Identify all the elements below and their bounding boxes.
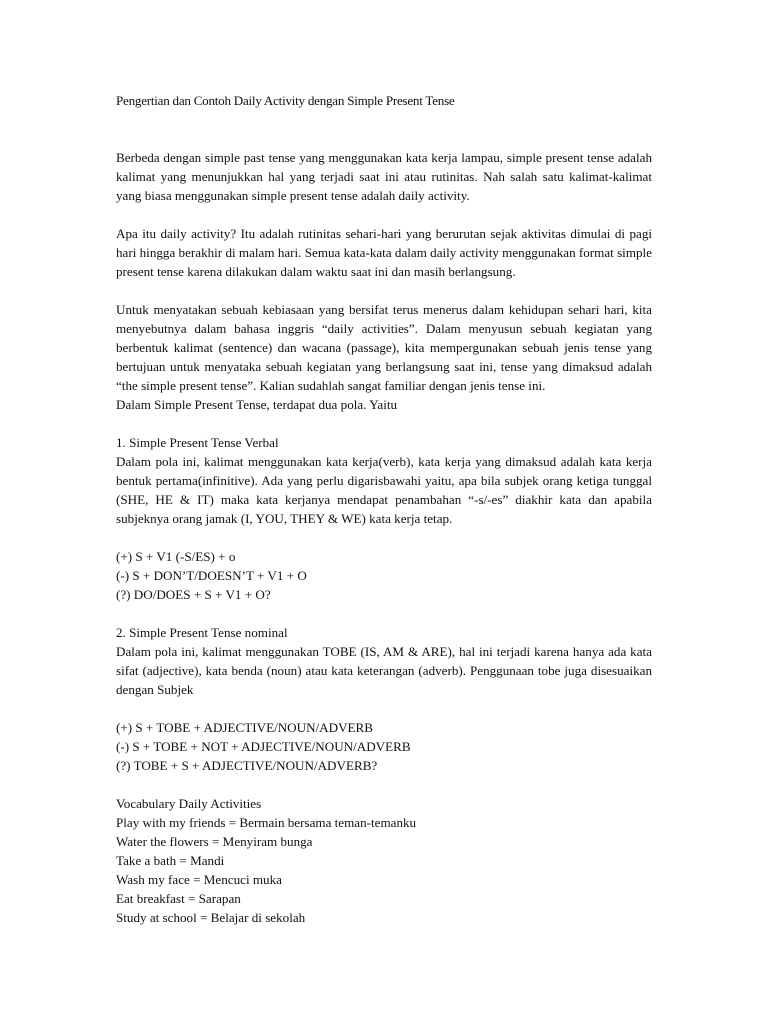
vocabulary-list	[116, 813, 652, 927]
section-nominal	[116, 623, 652, 775]
vocabulary-heading: Vocabulary Daily Activities	[116, 796, 262, 811]
formula-line: (-) S + TOBE + NOT + ADJECTIVE/NOUN/ADVERB	[116, 739, 411, 754]
vocabulary-item: Wash my face = Mencuci muka	[116, 872, 282, 887]
vocabulary-item: Play with my friends = Bermain bersama teman-temanku	[116, 815, 417, 830]
document-page	[116, 91, 652, 927]
vocabulary-item: Study at school = Belajar di sekolah	[116, 910, 306, 925]
formula-line: (-) S + DON’T/DOESN’T + V1 + O	[116, 568, 307, 583]
formula-line: (+) S + V1 (-S/ES) + o	[116, 549, 236, 564]
section-verbal-formulas	[116, 547, 652, 604]
section-verbal-body: Dalam pola ini, kalimat menggunakan kata kerja(verb), kata kerja yang dimaksud adalah kata kerja bentuk pertama(infinitive). Ada yang perlu digarisbawahi yaitu, apa bila subjek orang ketiga tunggal (SHE, HE & IT) maka kata kerjanya mendapat penambahan “-s/-es” diakhir kata dan apabila subjeknya orang jamak (I, YOU, THEY & WE) kata kerja tetap.	[116, 454, 652, 526]
formula-line: (?) DO/DOES + S + V1 + O?	[116, 587, 271, 602]
document-title: Pengertian dan Contoh Daily Activity dengan Simple Present Tense	[116, 93, 455, 108]
section-verbal	[116, 433, 652, 604]
section-nominal-body: Dalam pola ini, kalimat menggunakan TOBE (IS, AM & ARE), hal ini terjadi karena hanya ada kata sifat (adjective), kata benda (noun) atau kata keterangan (adverb). Penggunaan tobe juga disesuaikan dengan Subjek	[116, 644, 652, 697]
vocabulary-item: Eat breakfast = Sarapan	[116, 891, 241, 906]
vocabulary-item: Water the flowers = Menyiram bunga	[116, 834, 313, 849]
formula-line: (+) S + TOBE + ADJECTIVE/NOUN/ADVERB	[116, 720, 373, 735]
vocabulary-section	[116, 794, 652, 927]
formula-line: (?) TOBE + S + ADJECTIVE/NOUN/ADVERB?	[116, 758, 378, 773]
paragraph-definition: Apa itu daily activity? Itu adalah rutinitas sehari-hari yang berurutan sejak aktivitas dimulai di pagi hari hingga berakhir di malam hari. Semua kata-kata dalam daily activity menggunakan format simple present tense karena dilakukan dalam waktu saat ini dan masih berlangsung.	[116, 226, 652, 279]
section-verbal-heading: 1. Simple Present Tense Verbal	[116, 435, 279, 450]
paragraph-two-patterns: Dalam Simple Present Tense, terdapat dua pola. Yaitu	[116, 397, 398, 412]
paragraph-intro: Berbeda dengan simple past tense yang menggunakan kata kerja lampau, simple present tense adalah kalimat yang menunjukkan hal yang terjadi saat ini atau rutinitas. Nah salah satu kalimat-kalimat yang biasa menggunakan simple present tense adalah daily activity.	[116, 150, 652, 203]
section-nominal-heading: 2. Simple Present Tense nominal	[116, 625, 288, 640]
paragraph-habits: Untuk menyatakan sebuah kebiasaan yang bersifat terus menerus dalam kehidupan sehari hari, kita menyebutnya dalam bahasa inggris “daily activities”. Dalam menyusun sebuah kegiatan yang berbentuk kalimat (sentence) dan wacana (passage), kita mempergunakan sebuah jenis tense yang bertujuan untuk menyataka sebuah kegiatan yang berlangsung saat ini, tense yang dimaksud adalah “the simple present tense”. Kalian sudahlah sangat familiar dengan jenis tense ini.	[116, 302, 652, 393]
vocabulary-item: Take a bath = Mandi	[116, 853, 225, 868]
section-nominal-formulas	[116, 718, 652, 775]
